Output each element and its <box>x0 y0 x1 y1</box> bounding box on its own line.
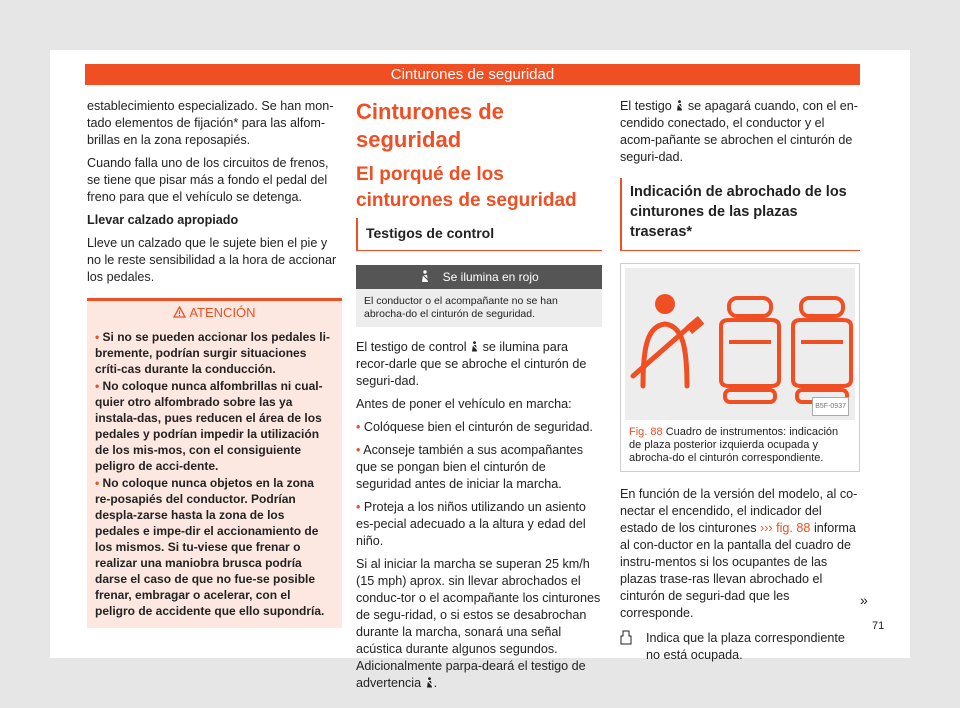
subheading: Llevar calzado apropiado <box>87 213 239 227</box>
bullet-item: • Proteja a los niños utilizando un asiento es-pecial adecuado a la altura y edad del niño. <box>356 500 586 548</box>
continued-marker: » <box>860 592 868 608</box>
paragraph: Cuando falla uno de los circuitos de frenos, se tiene que pisar más a fondo el pedal del freno para que el vehículo se detenga. <box>87 156 329 204</box>
chapter-title: Cinturones de seguridad <box>356 99 504 152</box>
figure-reference-link[interactable]: fig. 88 <box>776 521 811 535</box>
figure-image <box>625 268 855 420</box>
warning-item: • Si no se pueden accionar los pedales li-bremente, podrían surgir situaciones críti-cas durante la conducción. <box>95 330 330 376</box>
paragraph: El testigo de control se ilumina para recor-darle que se abroche el cinturón de seguri-dad. <box>356 340 587 388</box>
paragraph: Si al iniciar la marcha se superan 25 km/h (15 mph) aprox. sin llevar abrochados el conduc-tor o el acompañante los cinturones de segu-ridad, o si estos se desabrochan durante la marcha, sonará una señal acústica durante algunos segundos. Adicionalmente parpa-deará el testigo de advertencia . <box>356 557 601 690</box>
warning-title: ATENCIÓN <box>189 305 256 320</box>
empty-seat-icon <box>620 630 636 664</box>
page-number: 71 <box>872 620 885 632</box>
figure-label: Fig. 88 <box>629 426 663 438</box>
lamp-title: Se ilumina en rojo <box>442 270 539 284</box>
column-left <box>87 98 342 628</box>
warning-body <box>87 325 342 628</box>
seatbelt-icon <box>425 676 434 690</box>
figure <box>620 263 860 472</box>
paragraph: establecimiento especializado. Se han mon-tado elementos de fijación* para las alfom-brillas en la zona reposapiés. <box>87 99 334 147</box>
seatbelt-icon <box>470 340 479 354</box>
paragraph: El testigo se apagará cuando, con el en-cendido conectado, el conductor y el acom-pañante se abrochen el cinturón de seguri-dad. <box>620 99 858 164</box>
bullet-item: • Aconseje también a sus acompañantes que se pongan bien el cinturón de seguridad antes de iniciar la marcha. <box>356 443 584 491</box>
seatbelt-icon <box>675 99 684 113</box>
paragraph: En función de la versión del modelo, al co-nectar el encendido, el indicador del estado de los cinturones ››› fig. 88 informa al con-ductor en la pantalla del cuadro de instru-mentos si los ocupantes de las plazas trase-ras llevan abrochado el cinturón de seguri-dad que les corresponde. <box>620 487 858 620</box>
page-header: Cinturones de seguridad <box>85 64 860 85</box>
subsection-title: Indicación de abrochado de los cinturones de las plazas traseras* <box>620 178 860 251</box>
warning-box <box>87 298 342 628</box>
column-middle <box>356 98 602 698</box>
figure-reference-arrows: ››› <box>760 521 773 535</box>
warning-lamp-bar <box>356 265 602 289</box>
status-item <box>620 630 860 664</box>
subsection-title: Testigos de control <box>356 218 602 251</box>
bullet-item: • Colóquese bien el cinturón de seguridad. <box>356 420 593 434</box>
warning-item: • No coloque nunca objetos en la zona re-posapiés del conductor. Podrían despla-zarse hasta la zona de los pedales e impe-dir el accionamiento de los mismos. Si tu-viese que frenar o realizar una maniobra brusca podría darse el caso de que no fue-se posible frenar, embragar o acelerar, con el peligro de accidente que ello supondría. <box>95 476 325 618</box>
figure-code: B5F-0937 <box>812 397 849 416</box>
paragraph: Antes de poner el vehículo en marcha: <box>356 397 572 411</box>
warning-item: • No coloque nunca alfombrillas ni cual-quier otro alfombrado sobre las ya instala-das, pues reducen el área de los pedales y podrían impedir la utilización de los mis-mos, con el consiguiente peligro de acci-dente. <box>95 379 323 473</box>
seatbelt-lamp-icon <box>419 270 442 284</box>
figure-caption-text: Cuadro de instrumentos: indicación de plaza posterior izquierda ocupada y abrocha-do el cinturón correspondiente. <box>629 426 839 464</box>
column-right <box>620 98 860 664</box>
section-title: El porqué de los cinturones de seguridad <box>356 164 577 211</box>
lamp-description: El conductor o el acompañante no se han abrocha-do el cinturón de seguridad. <box>356 289 602 327</box>
paragraph: Lleve un calzado que le sujete bien el pie y no le reste sensibilidad a la hora de accionar los pedales. <box>87 236 337 284</box>
figure-caption <box>621 420 859 471</box>
warning-triangle-icon <box>173 305 189 320</box>
warning-header <box>87 301 342 325</box>
status-item-text: Indica que la plaza correspondiente no está ocupada. <box>646 631 845 662</box>
